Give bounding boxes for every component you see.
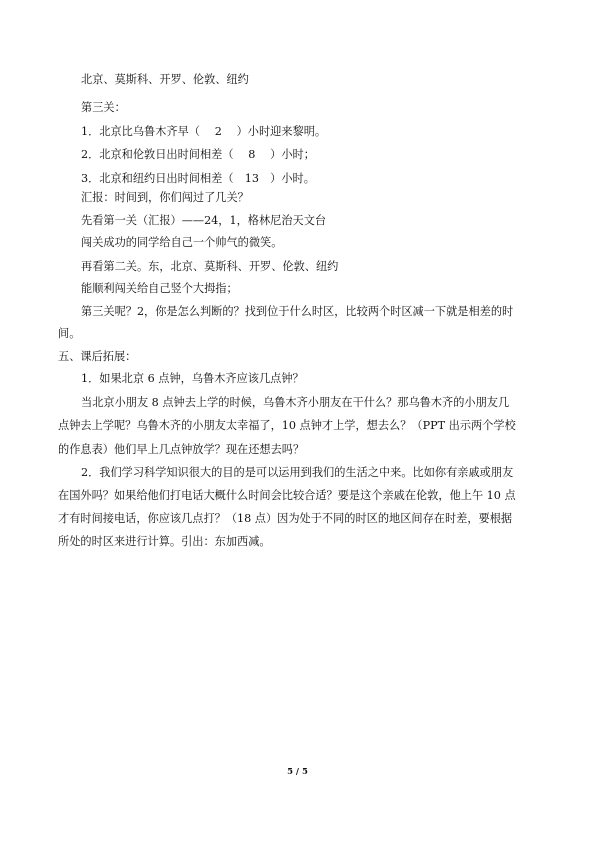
text-line: 的作息表）他们早上几点钟放学？现在还想去吗？ <box>58 443 305 456</box>
text-line: 闯关成功的同学给自己一个帅气的微笑。 <box>81 236 283 249</box>
text-line: 北京、莫斯科、开罗、伦敦、纽约 <box>81 73 249 86</box>
text-line: 在国外吗？如果给他们打电话大概什么时间会比较合适？要是这个亲戚在伦敦，他上午 10 点 <box>58 489 516 502</box>
text-line: 汇报：时间到，你们闯过了几关？ <box>81 191 249 204</box>
text-line: 间。 <box>58 327 81 340</box>
text-line: 第三关： <box>81 101 126 114</box>
text-line: 点钟去上学呢？乌鲁木齐的小朋友太幸福了，10 点钟才上学，想去么？（PPT 出示两个学校 <box>58 419 516 432</box>
text-line: 3．北京和纽约日出时间相差（ 13 ）小时。 <box>81 172 315 185</box>
text-line: 1．如果北京 6 点钟，乌鲁木齐应该几点钟？ <box>81 372 304 385</box>
text-line: 能顺利闯关给自己竖个大拇指； <box>81 282 238 295</box>
text-line: 再看第二关。东，北京、莫斯科、开罗、伦敦、纽约 <box>81 260 339 273</box>
text-line: 才有时间接电话，你应该几点打？（18 点）因为处于不同的时区的地区间存在时差，要根据 <box>58 512 513 525</box>
text-line: 1．北京比乌鲁木齐早（ 2 ）小时迎来黎明。 <box>81 125 327 138</box>
page-number: 5 / 5 <box>287 767 308 777</box>
text-line: 先看第一关（汇报）——24，1，格林尼治天文台 <box>81 214 327 227</box>
text-line: 所处的时区来进行计算。引出：东加西减。 <box>58 535 271 548</box>
text-line: 当北京小朋友 8 点钟去上学的时候，乌鲁木齐小朋友在干什么？那乌鲁木齐的小朋友几 <box>81 396 510 409</box>
text-line: 2．北京和伦敦日出时间相差（ 8 ）小时； <box>81 148 315 161</box>
section-heading: 五、课后拓展： <box>58 350 137 363</box>
text-line: 2．我们学习科学知识很大的目的是可以运用到我们的生活之中来。比如你有亲戚或朋友 <box>81 466 514 479</box>
text-line: 第三关呢？2，你是怎么判断的？找到位于什么时区，比较两个时区减一下就是相差的时 <box>81 305 514 318</box>
